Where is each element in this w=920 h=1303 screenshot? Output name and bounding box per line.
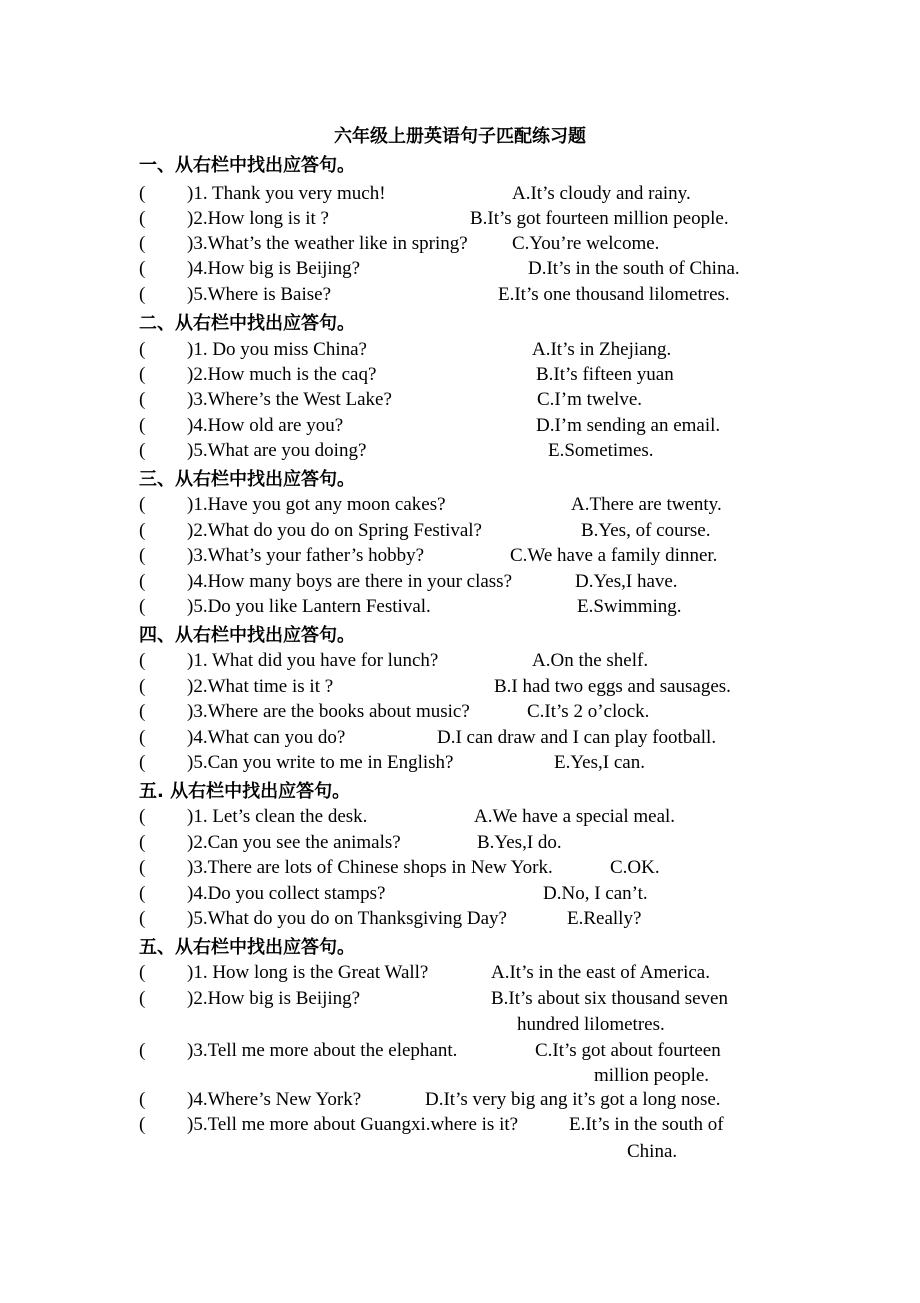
answer-blank: ( [139,494,146,515]
answer-option: C.We have a family dinner. [510,545,718,566]
answer-blank: ( [139,1040,146,1061]
answer-blank: ( [139,988,146,1009]
answer-blank: ( [139,857,146,878]
question-text: )4.How old are you? [187,415,344,436]
answer-option: A.There are twenty. [571,494,722,515]
answer-option: D.It’s in the south of China. [528,258,740,279]
question-text: )4.What can you do? [187,727,346,748]
question-text: )4.Do you collect stamps? [187,883,386,904]
question-text: )5.Can you write to me in English? [187,752,454,773]
question-text: )1. Do you miss China? [187,339,367,360]
answer-option: E.Yes,I can. [554,752,645,773]
question-text: )4.Where’s New York? [187,1089,362,1110]
answer-option: D.I’m sending an email. [536,415,721,436]
answer-option: E.Sometimes. [548,440,654,461]
question-text: )1. How long is the Great Wall? [187,962,429,983]
answer-option: B.Yes, of course. [581,520,711,541]
section-2-heading: 二、从右栏中找出应答句。 [139,313,355,334]
answer-blank: ( [139,908,146,929]
answer-blank: ( [139,389,146,410]
question-text: )4.How many boys are there in your class? [187,571,513,592]
answer-blank: ( [139,440,146,461]
answer-option: E.Really? [567,908,642,929]
answer-option: B.It’s fifteen yuan [536,364,674,385]
section-1-heading: 一、从右栏中找出应答句。 [139,155,355,176]
section-5-heading: 五. 从右栏中找出应答句。 [139,781,351,802]
worksheet-title: 六年级上册英语句子匹配练习题 [334,126,586,147]
question-text: )3.There are lots of Chinese shops in New York. [187,857,553,878]
answer-blank: ( [139,883,146,904]
answer-option: B.It’s about six thousand seven [491,988,728,1009]
answer-blank: ( [139,183,146,204]
answer-continuation: million people. [594,1065,710,1086]
answer-option: B.It’s got fourteen million people. [470,208,729,229]
question-text: )1. What did you have for lunch? [187,650,439,671]
question-text: )3.Where’s the West Lake? [187,389,392,410]
answer-option: C.You’re welcome. [512,233,660,254]
answer-option: D.It’s very big ang it’s got a long nose. [425,1089,721,1110]
question-text: )2.What do you do on Spring Festival? [187,520,482,541]
answer-blank: ( [139,962,146,983]
question-text: )2.How much is the caq? [187,364,377,385]
question-text: )5.Tell me more about Guangxi.where is it? [187,1114,519,1135]
answer-blank: ( [139,284,146,305]
answer-option: A.It’s in Zhejiang. [532,339,672,360]
question-text: )2.How big is Beijing? [187,988,361,1009]
answer-blank: ( [139,520,146,541]
answer-option: A.It’s cloudy and rainy. [512,183,691,204]
question-text: )1.Have you got any moon cakes? [187,494,446,515]
question-text: )5.What do you do on Thanksgiving Day? [187,908,507,929]
section-3-heading: 三、从右栏中找出应答句。 [139,469,355,490]
answer-option: C.OK. [610,857,660,878]
answer-blank: ( [139,208,146,229]
answer-option: E.It’s in the south of [569,1114,724,1135]
question-text: )2.Can you see the animals? [187,832,401,853]
answer-blank: ( [139,258,146,279]
answer-blank: ( [139,701,146,722]
question-text: )3.What’s the weather like in spring? [187,233,468,254]
answer-blank: ( [139,571,146,592]
answer-blank: ( [139,752,146,773]
question-text: )2.What time is it ? [187,676,334,697]
answer-option: C.It’s got about fourteen [535,1040,721,1061]
answer-option: D.No, I can’t. [543,883,648,904]
answer-blank: ( [139,596,146,617]
section-6-heading: 五、从右栏中找出应答句。 [139,937,355,958]
answer-blank: ( [139,676,146,697]
answer-blank: ( [139,832,146,853]
answer-blank: ( [139,806,146,827]
question-text: )4.How big is Beijing? [187,258,361,279]
answer-blank: ( [139,415,146,436]
question-text: )5.Where is Baise? [187,284,332,305]
answer-blank: ( [139,364,146,385]
answer-continuation: China. [627,1141,678,1162]
answer-continuation: hundred lilometres. [517,1014,665,1035]
answer-option: B.I had two eggs and sausages. [494,676,731,697]
answer-blank: ( [139,233,146,254]
question-text: )3.Tell me more about the elephant. [187,1040,458,1061]
answer-option: E.Swimming. [577,596,682,617]
question-text: )5.What are you doing? [187,440,367,461]
question-text: )3.What’s your father’s hobby? [187,545,425,566]
answer-option: C.I’m twelve. [537,389,643,410]
answer-blank: ( [139,650,146,671]
question-text: )5.Do you like Lantern Festival. [187,596,431,617]
answer-option: B.Yes,I do. [477,832,562,853]
answer-blank: ( [139,1089,146,1110]
answer-blank: ( [139,339,146,360]
question-text: )3.Where are the books about music? [187,701,470,722]
answer-option: C.It’s 2 o’clock. [527,701,650,722]
section-4-heading: 四、从右栏中找出应答句。 [139,625,355,646]
question-text: )1. Thank you very much! [187,183,386,204]
answer-option: D.I can draw and I can play football. [437,727,717,748]
answer-blank: ( [139,545,146,566]
question-text: )2.How long is it ? [187,208,329,229]
question-text: )1. Let’s clean the desk. [187,806,368,827]
answer-option: D.Yes,I have. [575,571,678,592]
answer-option: A.We have a special meal. [474,806,676,827]
answer-blank: ( [139,727,146,748]
answer-blank: ( [139,1114,146,1135]
answer-option: A.On the shelf. [532,650,649,671]
answer-option: A.It’s in the east of America. [491,962,710,983]
answer-option: E.It’s one thousand lilometres. [498,284,730,305]
